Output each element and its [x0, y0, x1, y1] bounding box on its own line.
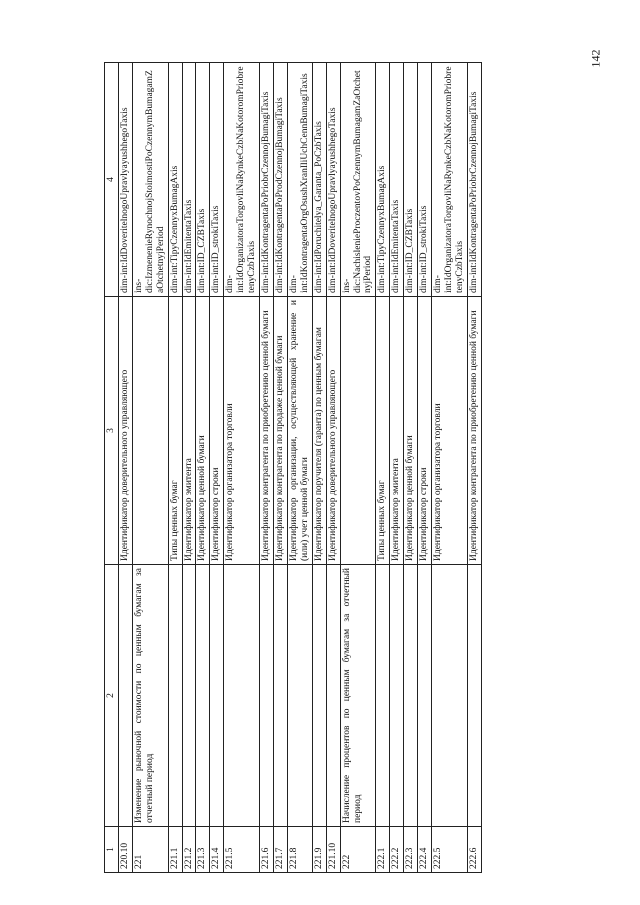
row-description	[168, 565, 182, 827]
row-code: dim-int:TipyCzennyxBumagAxis	[168, 63, 182, 297]
row-identifier: Типы ценных бумаг	[168, 297, 182, 565]
taxonomy-table	[104, 62, 482, 873]
row-code: dim-int:ID_strokiTaxis	[418, 63, 432, 297]
document-table-container	[104, 63, 482, 873]
row-identifier: Идентификатор доверительного управляющего	[118, 297, 132, 565]
row-identifier: Идентификатор эмитента	[390, 297, 404, 565]
row-description: Начисление процентов по ценным бумагам за отчетный период	[340, 565, 376, 827]
row-number: 220.10	[118, 827, 132, 873]
row-number: 222.3	[404, 827, 418, 873]
row-identifier: Идентификатор ценной бумаги	[196, 297, 210, 565]
row-number: 222.1	[376, 827, 390, 873]
table-row	[168, 63, 182, 873]
row-description	[404, 565, 418, 827]
row-identifier	[340, 297, 376, 565]
table-row	[376, 63, 390, 873]
row-number: 221	[132, 827, 168, 873]
row-code: ins-dic:NachislenieProczentovPoCzennymBumagamZaOtchetnyjPeriod	[340, 63, 376, 297]
row-number: 222	[340, 827, 376, 873]
row-description	[210, 565, 224, 827]
table-row	[326, 63, 340, 873]
row-identifier: Идентификатор эмитента	[182, 297, 196, 565]
row-identifier: Идентификатор ценной бумаги	[404, 297, 418, 565]
row-number: 221.5	[224, 827, 260, 873]
row-description	[467, 565, 481, 827]
row-description	[376, 565, 390, 827]
table-row	[260, 63, 274, 873]
row-code: dim-int:IdEmitentaTaxis	[182, 63, 196, 297]
table-row	[312, 63, 326, 873]
page-number: 142	[588, 49, 603, 68]
row-identifier: Идентификатор доверительного управляющего	[326, 297, 340, 565]
row-code: dim-int:IdPoruchitelya_Garanta_PoCzbTaxis	[312, 63, 326, 297]
row-code: dim-int:IdKontragentaPoProdCzennojBumagiTaxis	[273, 63, 287, 297]
row-identifier: Идентификатор организатора торговли	[224, 297, 260, 565]
row-code: dim-int:IdEmitentaTaxis	[390, 63, 404, 297]
table-row	[467, 63, 481, 873]
row-identifier	[132, 297, 168, 565]
row-number: 222.4	[418, 827, 432, 873]
table-row	[182, 63, 196, 873]
row-code: dim-int:IdOrganizatoraTorgovliNaRynkeCzbNaKotoromPriobretenyCzbTaxis	[224, 63, 260, 297]
row-code: dim-int:IdDoveritelnogoUpravlyayushhegoTaxis	[326, 63, 340, 297]
table-row	[196, 63, 210, 873]
row-identifier: Идентификатор контрагента по продаже ценной бумаги	[273, 297, 287, 565]
row-code: dim-int:IdOrganizatoraTorgovliNaRynkeCzbNaKotoromPriobretenyCzbTaxis	[432, 63, 468, 297]
table-row	[132, 63, 168, 873]
row-code: dim-int:ID_CZBTaxis	[404, 63, 418, 297]
row-number: 221.3	[196, 827, 210, 873]
row-description	[418, 565, 432, 827]
row-number: 221.8	[287, 827, 312, 873]
column-header: 2	[105, 565, 119, 827]
row-identifier: Идентификатор строки	[418, 297, 432, 565]
row-number: 221.4	[210, 827, 224, 873]
row-number: 221.6	[260, 827, 274, 873]
table-row	[210, 63, 224, 873]
row-number: 221.10	[326, 827, 340, 873]
row-description	[273, 565, 287, 827]
row-identifier: Идентификатор поручителя (гаранта) по ценным бумагам	[312, 297, 326, 565]
column-header: 1	[105, 827, 119, 873]
table-row	[118, 63, 132, 873]
row-description	[260, 565, 274, 827]
row-number: 221.2	[182, 827, 196, 873]
row-number: 222.5	[432, 827, 468, 873]
row-number: 221.7	[273, 827, 287, 873]
table-row	[287, 63, 312, 873]
row-number: 221.1	[168, 827, 182, 873]
table-row	[404, 63, 418, 873]
row-code: dim-int:IdKontragentaPoPriobrCzennojBumagiTaxis	[260, 63, 274, 297]
row-description	[312, 565, 326, 827]
row-identifier: Идентификатор организатора торговли	[432, 297, 468, 565]
column-header: 3	[105, 297, 119, 565]
row-description	[224, 565, 260, 827]
header-row	[105, 63, 119, 873]
row-number: 221.9	[312, 827, 326, 873]
row-number: 222.6	[467, 827, 481, 873]
row-description	[287, 565, 312, 827]
table-row	[340, 63, 376, 873]
row-description	[432, 565, 468, 827]
row-code: dim-int:IdKontragentaOrgOsushXranIliUchCennBumagiTaxis	[287, 63, 312, 297]
row-identifier: Идентификатор организации, осуществляющей хранение и (или) учет ценной бумаги	[287, 297, 312, 565]
row-code: ins-dic:IzmenenieRynochnojStoimostiPoCzennymBumagamZaOtchetnyjPeriod	[132, 63, 168, 297]
row-code: dim-int:TipyCzennyxBumagAxis	[376, 63, 390, 297]
row-code: dim-int:IdDoveritelnogoUpravlyayushhegoTaxis	[118, 63, 132, 297]
row-description	[118, 565, 132, 827]
row-code: dim-int:IdKontragentaPoPriobrCzennojBumagiTaxis	[467, 63, 481, 297]
row-description	[196, 565, 210, 827]
row-identifier: Типы ценных бумаг	[376, 297, 390, 565]
row-identifier: Идентификатор контрагента по приобретению ценной бумаги	[467, 297, 481, 565]
row-identifier: Идентификатор строки	[210, 297, 224, 565]
row-code: dim-int:ID_CZBTaxis	[196, 63, 210, 297]
row-description	[390, 565, 404, 827]
row-description: Изменение рыночной стоимости по ценным бумагам за отчетный период	[132, 565, 168, 827]
row-description	[326, 565, 340, 827]
row-description	[182, 565, 196, 827]
column-header: 4	[105, 63, 119, 297]
table-row	[273, 63, 287, 873]
row-code: dim-int:ID_strokiTaxis	[210, 63, 224, 297]
table-row	[390, 63, 404, 873]
table-row	[224, 63, 260, 873]
table-row	[432, 63, 468, 873]
row-number: 222.2	[390, 827, 404, 873]
row-identifier: Идентификатор контрагента по приобретению ценной бумаги	[260, 297, 274, 565]
table-row	[418, 63, 432, 873]
